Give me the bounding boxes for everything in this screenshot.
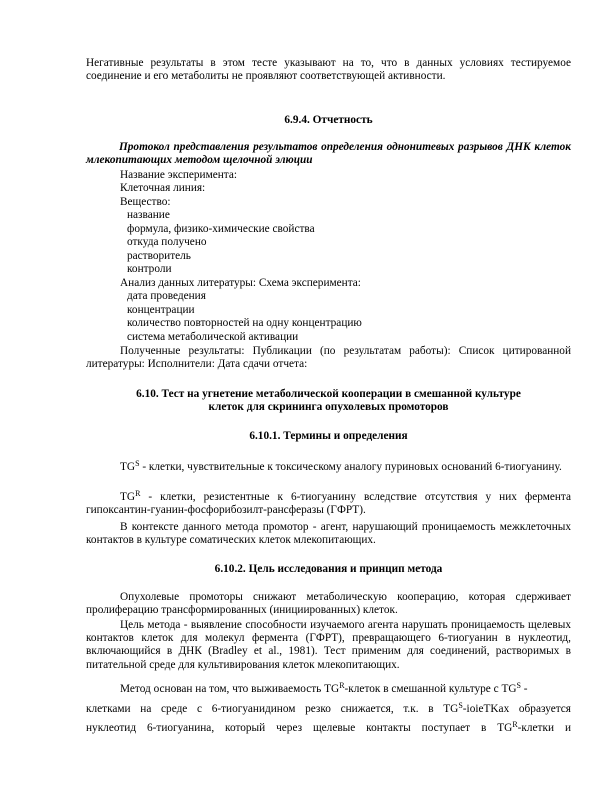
substance-item: откуда получено bbox=[127, 236, 207, 248]
principle-paragraph-3-line-2: клетками на среде с 6-тиогуанидином резко снижается, т.к. в $TG^S$-ioieTKax образуется bbox=[86, 701, 571, 715]
substance-item: контроли bbox=[127, 263, 172, 275]
protocol-substance: Вещество: bbox=[120, 196, 171, 208]
section-heading-6-10-2: 6.10.2. Цель исследования и принцип метода bbox=[214, 563, 443, 575]
protocol-title: Протокол представления результатов определения однонитевых разрывов ДНК клеток млекопитающих методом щелочной элюции bbox=[86, 141, 571, 167]
term-promoter: В контексте данного метода промотор - агент, нарушающий проницаемость межклеточных контактов в культуре соматических клеток млекопитающих. bbox=[86, 521, 571, 547]
term-tgs: $TG^S$ - клетки, чувствительные к токсическому аналогу пуриновых оснований 6-тиогуанину. bbox=[120, 459, 562, 473]
intro-paragraph: Негативные результаты в этом тесте указывают на то, что в данных условиях тестируемое соединение и его метаболиты не проявляют соответствующей активности. bbox=[86, 57, 571, 83]
scheme-item: система метаболической активации bbox=[127, 331, 299, 343]
scheme-item: дата проведения bbox=[127, 290, 206, 302]
section-heading-6-9-4: 6.9.4. Отчетность bbox=[284, 114, 373, 126]
principle-paragraph-3-line-3: нуклеотид 6-тиогуанина, который через щелевые контакты поступает в $TG^R$-клетки и bbox=[86, 720, 571, 734]
principle-paragraph-2: Цель метода - выявление способности изучаемого агента нарушать проницаемость щелевых контактов клеток для молекул фермента (ГФРТ), превращающего 6-тиогуанин в нуклеотид, включающийся в ДНК (Bradley et al., 1981). Тест применим для соединений, растворимых в питательной среде для культивирования клеток млекопитающих. bbox=[86, 619, 571, 671]
protocol-results: Полученные результаты: Публикации (по результатам работы): Список цитированной литературы: Исполнители: Дата сдачи отчета: bbox=[86, 345, 571, 371]
section-heading-6-10-1: 6.10.1. Термины и определения bbox=[249, 430, 408, 442]
protocol-cell-line: Клеточная линия: bbox=[120, 182, 206, 194]
section-heading-6-10: 6.10. Тест на угнетение метаболической кооперации в смешанной культуре клеток для скрининга опухолевых промоторов bbox=[136, 388, 521, 414]
protocol-experiment: Название эксперимента: bbox=[120, 169, 238, 181]
principle-paragraph-3-line-1: Метод основан на том, что выживаемость $TG^R$-клеток в смешанной культуре с $TG^S$ - bbox=[120, 681, 528, 695]
substance-item: растворитель bbox=[127, 250, 191, 262]
term-tgr: $TG^R$ - клетки, резистентные к 6-тиогуанину вследствие отсутствия у них фермента гипоксантин-гуанин-фосфорибозилт-рансферазы (ГФРТ). bbox=[86, 489, 571, 517]
scheme-item: концентрации bbox=[127, 304, 195, 316]
scheme-item: количество повторностей на одну концентрацию bbox=[127, 317, 362, 329]
substance-item: формула, физико-химические свойства bbox=[127, 223, 315, 235]
substance-item: название bbox=[127, 209, 170, 221]
principle-paragraph-1: Опухолевые промоторы снижают метаболическую кооперацию, которая сдерживает пролиферацию трансформированных (инициированных) клеток. bbox=[86, 591, 571, 617]
protocol-analysis: Анализ данных литературы: Схема эксперимента: bbox=[120, 277, 361, 289]
